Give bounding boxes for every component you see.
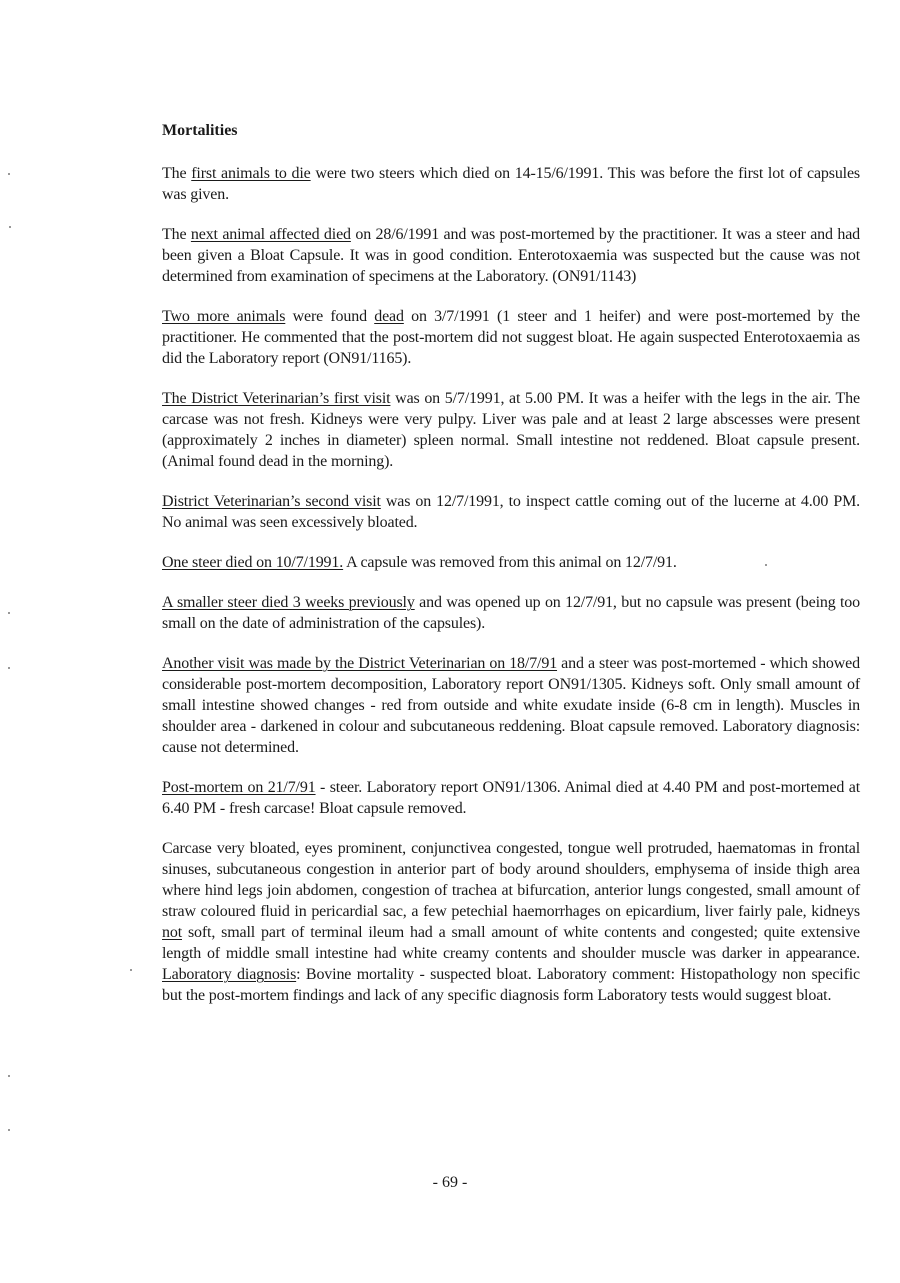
scan-speck (130, 969, 132, 971)
paragraph-text: were found (285, 308, 375, 325)
paragraph-smaller-steer (162, 592, 860, 634)
paragraph-text: and was opened up on 12/7/91, but no capsule was present (being too small on the date of administration of the capsules). (162, 594, 860, 632)
paragraph-text: The (162, 165, 192, 182)
underlined-text: One steer died on 10/7/1991. (162, 554, 344, 571)
underlined-text: Post-mortem on 21/7/91 (162, 779, 316, 796)
page-number: - 69 - (432, 1174, 468, 1191)
document-body (162, 118, 860, 1025)
underlined-text: Two more animals (162, 308, 286, 325)
underlined-text: Laboratory diagnosis (162, 966, 297, 983)
underlined-text: dead (374, 308, 404, 325)
scan-speck (8, 667, 10, 669)
underlined-text: The District Veterinarian’s first visit (162, 390, 391, 407)
scan-speck (8, 1129, 10, 1131)
underlined-text: not (162, 924, 182, 941)
paragraph-text: : Bovine mortality - suspected bloat. Laboratory comment: Histopathology non specific but the post-mortem findings and lack of any specific diagnosis form Laboratory tests would suggest bloat. (162, 966, 860, 1004)
paragraph-dv-second-visit (162, 491, 860, 533)
underlined-text: Another visit was made by the District Veterinarian on 18/7/91 (162, 655, 558, 672)
paragraph-one-steer (162, 552, 860, 573)
underlined-text: District Veterinarian’s second visit (162, 493, 381, 510)
paragraph-another-visit (162, 653, 860, 758)
underlined-text: next animal affected died (190, 226, 351, 243)
paragraph-first-deaths (162, 163, 860, 205)
paragraph-list (162, 163, 860, 1006)
paragraph-text: - steer. Laboratory report ON91/1306. Animal died at 4.40 PM and post-mortemed at 6.40 PM - fresh carcase! Bloat capsule removed. (162, 779, 861, 817)
paragraph-text: and a steer was post-mortemed - which showed considerable post-mortem decomposition, Laboratory report ON91/1305. Kidneys soft. Only small amount of small intestine showed changes - red from outside and white exudate inside (6-8 cm in length). Muscles in shoulder area - darkened in colour and subcutaneous reddening. Bloat capsule removed. Laboratory diagnosis: cause not determined. (162, 655, 860, 756)
scan-speck (9, 226, 11, 228)
paragraph-text: The (162, 226, 191, 243)
paragraph-dv-first-visit (162, 388, 860, 472)
scan-speck (765, 564, 767, 566)
underlined-text: A smaller steer died 3 weeks previously (162, 594, 415, 611)
paragraph-two-more (162, 306, 860, 369)
section-heading: Mortalities (162, 122, 238, 139)
paragraph-post-mortem-21 (162, 777, 860, 819)
paragraph-text: Carcase very bloated, eyes prominent, conjunctivea congested, tongue well protruded, haematomas in frontal sinuses, subcutaneous congestion in anterior part of body around shoulders, emphysema of inside thigh area where hind legs join abdomen, congestion of trachea at bifurcation, anterior lungs congested, small amount of straw coloured fluid in pericardial sac, a few petechial haemorrhages on epicardium, liver fairly pale, kidneys (162, 840, 860, 920)
paragraph-text: was on 12/7/1991, to inspect cattle coming out of the lucerne at 4.00 PM. No animal was seen excessively bloated. (162, 493, 860, 531)
paragraph-carcase-findings (162, 838, 860, 1006)
paragraph-text: on 3/7/1991 (1 steer and 1 heifer) and were post-mortemed by the practitioner. He commented that the post-mortem did not suggest bloat. He again suspected Enterotoxaemia as did the Laboratory report (ON91/1165). (162, 308, 860, 367)
scan-speck (8, 1075, 10, 1077)
paragraph-next-animal (162, 224, 860, 287)
paragraph-text: A capsule was removed from this animal on 12/7/91. (343, 554, 677, 571)
scan-speck (8, 612, 10, 614)
scan-speck (8, 173, 10, 175)
paragraph-text: was on 5/7/1991, at 5.00 PM. It was a heifer with the legs in the air. The carcase was not fresh. Kidneys were very pulpy. Liver was pale and at least 2 large abscesses were present (approximately 2 inches in diameter) spleen normal. Small intestine not reddened. Bloat capsule present. (Animal found dead in the morning). (162, 390, 860, 470)
underlined-text: first animals to die (191, 165, 311, 182)
paragraph-text: soft, small part of terminal ileum had a small amount of white contents and congested; quite extensive length of middle small intestine had white creamy contents and shoulder muscle was darker in appearance. (162, 924, 860, 962)
paragraph-text: on 28/6/1991 and was post-mortemed by the practitioner. It was a steer and had been given a Bloat Capsule. It was in good condition. Enterotoxaemia was suspected but the cause was not determined from examination of specimens at the Laboratory. (ON91/1143) (162, 226, 861, 285)
paragraph-text: were two steers which died on 14-15/6/1991. This was before the first lot of capsules was given. (162, 165, 860, 203)
